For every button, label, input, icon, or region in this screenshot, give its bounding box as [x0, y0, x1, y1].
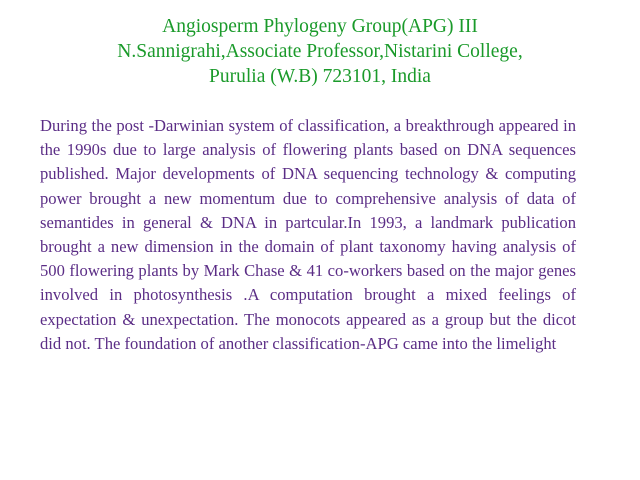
- title-heading: Angiosperm Phylogeny Group(APG) III: [162, 16, 478, 37]
- body-paragraph: During the post -Darwinian system of classification, a breakthrough appeared in the 1990s due to large analysis of flowering plants based on DNA sequences published. Major developments of DNA sequencing technology & computing power brought a new momentum due to comprehensive analysis of data of semantides in general & DNA in partcular.In 1993, a landmark publication brought a new dimension in the domain of plant taxonomy having analysis of 500 flowering plants by Mark Chase & 41 co-workers based on the major genes involved in photosynthesis .A computation brought a mixed feelings of expectation & unexpectation. The monocots appeared as a group but the dicot did not. The foundation of another classification-APG came into the limelight: [40, 116, 576, 353]
- author-affiliation: N.Sannigrahi,Associate Professor,Nistarini College,: [117, 41, 523, 62]
- slide-title: [40, 14, 600, 89]
- author-address: Purulia (W.B) 723101, India: [209, 66, 431, 87]
